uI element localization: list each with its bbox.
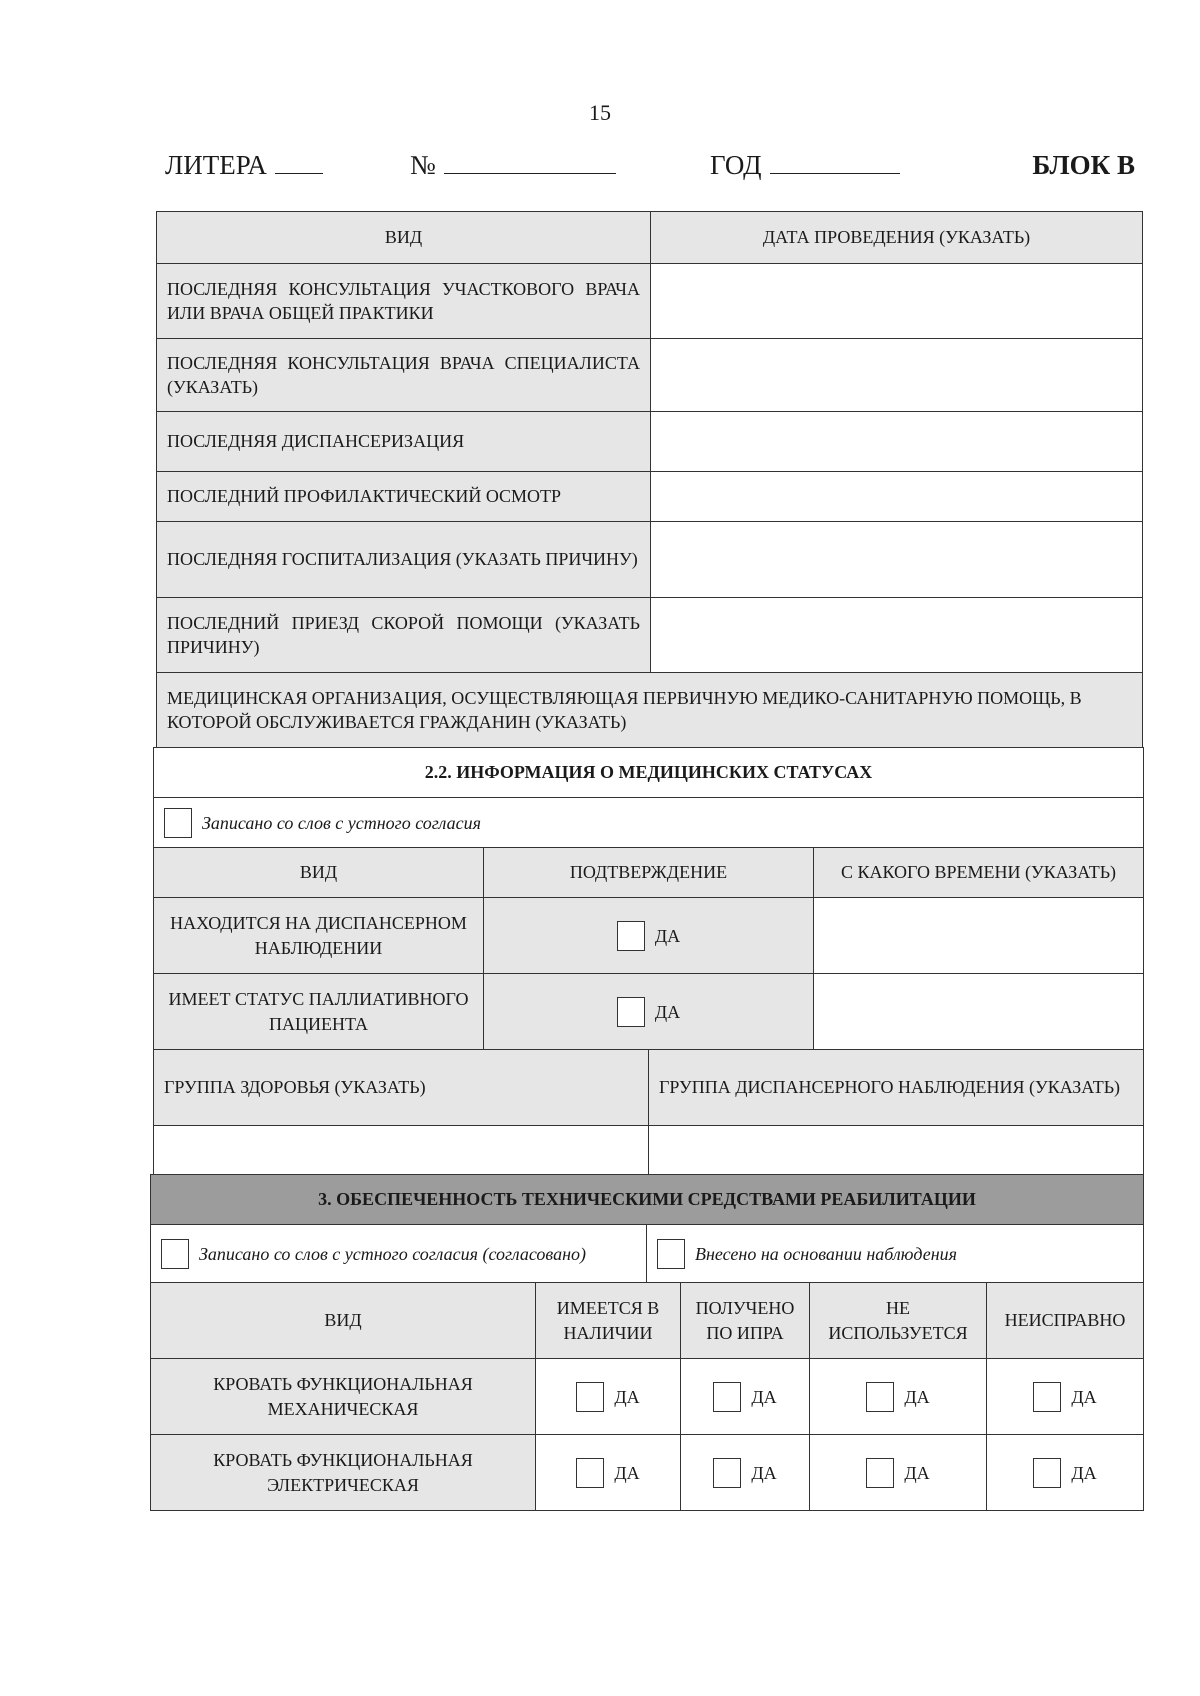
visits-date-cell[interactable] bbox=[651, 522, 1143, 598]
rehab-received-cell bbox=[681, 1435, 810, 1511]
visits-row-label: ПОСЛЕДНЯЯ ДИСПАНСЕРИЗАЦИЯ bbox=[157, 412, 651, 472]
status-header-type: ВИД bbox=[154, 848, 484, 898]
rehab-row-label: КРОВАТЬ ФУНКЦИОНАЛЬНАЯ МЕХАНИЧЕСКАЯ bbox=[151, 1359, 536, 1435]
yes-label: ДА bbox=[1071, 1462, 1097, 1483]
status-yes-checkbox[interactable] bbox=[617, 997, 645, 1027]
visits-header-date: ДАТА ПРОВЕДЕНИЯ (УКАЗАТЬ) bbox=[651, 212, 1143, 264]
rehab-broken-checkbox[interactable] bbox=[1033, 1458, 1061, 1488]
rehab-header-received: ПОЛУЧЕНО ПО ИПРА bbox=[681, 1283, 810, 1359]
yes-label: ДА bbox=[614, 1462, 640, 1483]
visits-row-label: ПОСЛЕДНЯЯ КОНСУЛЬТАЦИЯ ВРАЧА СПЕЦИАЛИСТА (УКАЗАТЬ) bbox=[157, 339, 651, 412]
rehab-consent-checkbox[interactable] bbox=[161, 1239, 189, 1269]
status-header-since: С КАКОГО ВРЕМЕНИ (УКАЗАТЬ) bbox=[814, 848, 1144, 898]
status-header-confirmation: ПОДТВЕРЖДЕНИЕ bbox=[484, 848, 814, 898]
visits-row-label: ПОСЛЕДНИЙ ПРОФИЛАКТИЧЕСКИЙ ОСМОТР bbox=[157, 472, 651, 522]
yes-label: ДА bbox=[751, 1386, 777, 1407]
litera-label: ЛИТЕРА bbox=[165, 150, 267, 180]
medical-status-table bbox=[153, 747, 1144, 1050]
status-confirmation-cell bbox=[484, 974, 814, 1050]
block-label: БЛОК В bbox=[1032, 150, 1135, 180]
rehab-available-checkbox[interactable] bbox=[576, 1458, 604, 1488]
visits-date-cell[interactable] bbox=[651, 412, 1143, 472]
health-group-table bbox=[153, 1049, 1144, 1175]
status-confirmation-cell bbox=[484, 898, 814, 974]
visits-row-label: ПОСЛЕДНЯЯ КОНСУЛЬТАЦИЯ УЧАСТКОВОГО ВРАЧА ИЛИ ВРАЧА ОБЩЕЙ ПРАКТИКИ bbox=[157, 264, 651, 339]
visits-row-label: ПОСЛЕДНИЙ ПРИЕЗД СКОРОЙ ПОМОЩИ (УКАЗАТЬ ПРИЧИНУ) bbox=[157, 598, 651, 673]
rehab-observation-label: Внесено на основании наблюдения bbox=[695, 1243, 958, 1264]
litera-field[interactable] bbox=[165, 150, 323, 181]
rehab-consent-table bbox=[150, 1174, 1144, 1283]
rehab-broken-checkbox[interactable] bbox=[1033, 1382, 1061, 1412]
form-header bbox=[165, 150, 1135, 190]
section-3-title: 3. ОБЕСПЕЧЕННОСТЬ ТЕХНИЧЕСКИМИ СРЕДСТВАМИ РЕАБИЛИТАЦИИ bbox=[151, 1175, 1144, 1225]
visits-row-label: ПОСЛЕДНЯЯ ГОСПИТАЛИЗАЦИЯ (УКАЗАТЬ ПРИЧИНУ) bbox=[157, 522, 651, 598]
dispensary-group-input[interactable] bbox=[649, 1126, 1144, 1175]
rehab-not-used-checkbox[interactable] bbox=[866, 1458, 894, 1488]
yes-label: ДА bbox=[1071, 1386, 1097, 1407]
dispensary-group-label: ГРУППА ДИСПАНСЕРНОГО НАБЛЮДЕНИЯ (УКАЗАТЬ) bbox=[649, 1050, 1144, 1126]
status-yes-label: ДА bbox=[654, 1001, 681, 1022]
rehab-equipment-table bbox=[150, 1282, 1144, 1511]
consent-label: Записано со слов с устного согласия bbox=[202, 812, 481, 833]
rehab-received-checkbox[interactable] bbox=[713, 1458, 741, 1488]
rehab-observation-cell bbox=[647, 1225, 1144, 1283]
yes-label: ДА bbox=[751, 1462, 777, 1483]
year-label: ГОД bbox=[710, 150, 762, 180]
status-yes-checkbox[interactable] bbox=[617, 921, 645, 951]
section-2-2-title: 2.2. ИНФОРМАЦИЯ О МЕДИЦИНСКИХ СТАТУСАХ bbox=[154, 748, 1144, 798]
visits-date-cell[interactable] bbox=[651, 339, 1143, 412]
consent-row bbox=[154, 798, 1144, 848]
rehab-not-used-checkbox[interactable] bbox=[866, 1382, 894, 1412]
status-row-label: НАХОДИТСЯ НА ДИСПАНСЕРНОМ НАБЛЮДЕНИИ bbox=[154, 898, 484, 974]
rehab-not-used-cell bbox=[810, 1359, 987, 1435]
rehab-header-broken: НЕИСПРАВНО bbox=[987, 1283, 1144, 1359]
rehab-received-checkbox[interactable] bbox=[713, 1382, 741, 1412]
rehab-available-cell bbox=[536, 1359, 681, 1435]
yes-label: ДА bbox=[904, 1462, 930, 1483]
rehab-header-available: ИМЕЕТСЯ В НАЛИЧИИ bbox=[536, 1283, 681, 1359]
status-row-label: ИМЕЕТ СТАТУС ПАЛЛИАТИВНОГО ПАЦИЕНТА bbox=[154, 974, 484, 1050]
health-group-label: ГРУППА ЗДОРОВЬЯ (УКАЗАТЬ) bbox=[154, 1050, 649, 1126]
consent-checkbox[interactable] bbox=[164, 808, 192, 838]
rehab-observation-checkbox[interactable] bbox=[657, 1239, 685, 1269]
rehab-consent-label: Записано со слов с устного согласия (согласовано) bbox=[199, 1243, 586, 1264]
visits-date-cell[interactable] bbox=[651, 264, 1143, 339]
status-since-cell[interactable] bbox=[814, 974, 1144, 1050]
rehab-not-used-cell bbox=[810, 1435, 987, 1511]
yes-label: ДА bbox=[614, 1386, 640, 1407]
page-number: 15 bbox=[589, 100, 611, 125]
rehab-available-checkbox[interactable] bbox=[576, 1382, 604, 1412]
litera-blank[interactable] bbox=[275, 153, 323, 174]
number-blank[interactable] bbox=[444, 153, 616, 174]
visits-table bbox=[156, 211, 1143, 748]
rehab-broken-cell bbox=[987, 1435, 1144, 1511]
rehab-row-label: КРОВАТЬ ФУНКЦИОНАЛЬНАЯ ЭЛЕКТРИЧЕСКАЯ bbox=[151, 1435, 536, 1511]
rehab-consent-cell bbox=[151, 1225, 647, 1283]
visits-date-cell[interactable] bbox=[651, 472, 1143, 522]
number-field[interactable] bbox=[410, 150, 616, 181]
number-label: № bbox=[410, 150, 436, 180]
visits-date-cell[interactable] bbox=[651, 598, 1143, 673]
rehab-available-cell bbox=[536, 1435, 681, 1511]
rehab-header-type: ВИД bbox=[151, 1283, 536, 1359]
rehab-broken-cell bbox=[987, 1359, 1144, 1435]
status-since-cell[interactable] bbox=[814, 898, 1144, 974]
year-blank[interactable] bbox=[770, 153, 900, 174]
status-yes-label: ДА bbox=[654, 925, 681, 946]
rehab-header-not-used: НЕ ИСПОЛЬЗУЕТСЯ bbox=[810, 1283, 987, 1359]
yes-label: ДА bbox=[904, 1386, 930, 1407]
health-group-input[interactable] bbox=[154, 1126, 649, 1175]
visits-header-type: ВИД bbox=[157, 212, 651, 264]
medical-organization-field[interactable]: МЕДИЦИНСКАЯ ОРГАНИЗАЦИЯ, ОСУЩЕСТВЛЯЮЩАЯ ПЕРВИЧНУЮ МЕДИКО-САНИТАРНУЮ ПОМОЩЬ, В КОТОРОЙ ОБСЛУЖИВАЕТСЯ ГРАЖДАНИН (УКАЗАТЬ) bbox=[157, 673, 1143, 748]
year-field[interactable] bbox=[710, 150, 900, 181]
rehab-received-cell bbox=[681, 1359, 810, 1435]
